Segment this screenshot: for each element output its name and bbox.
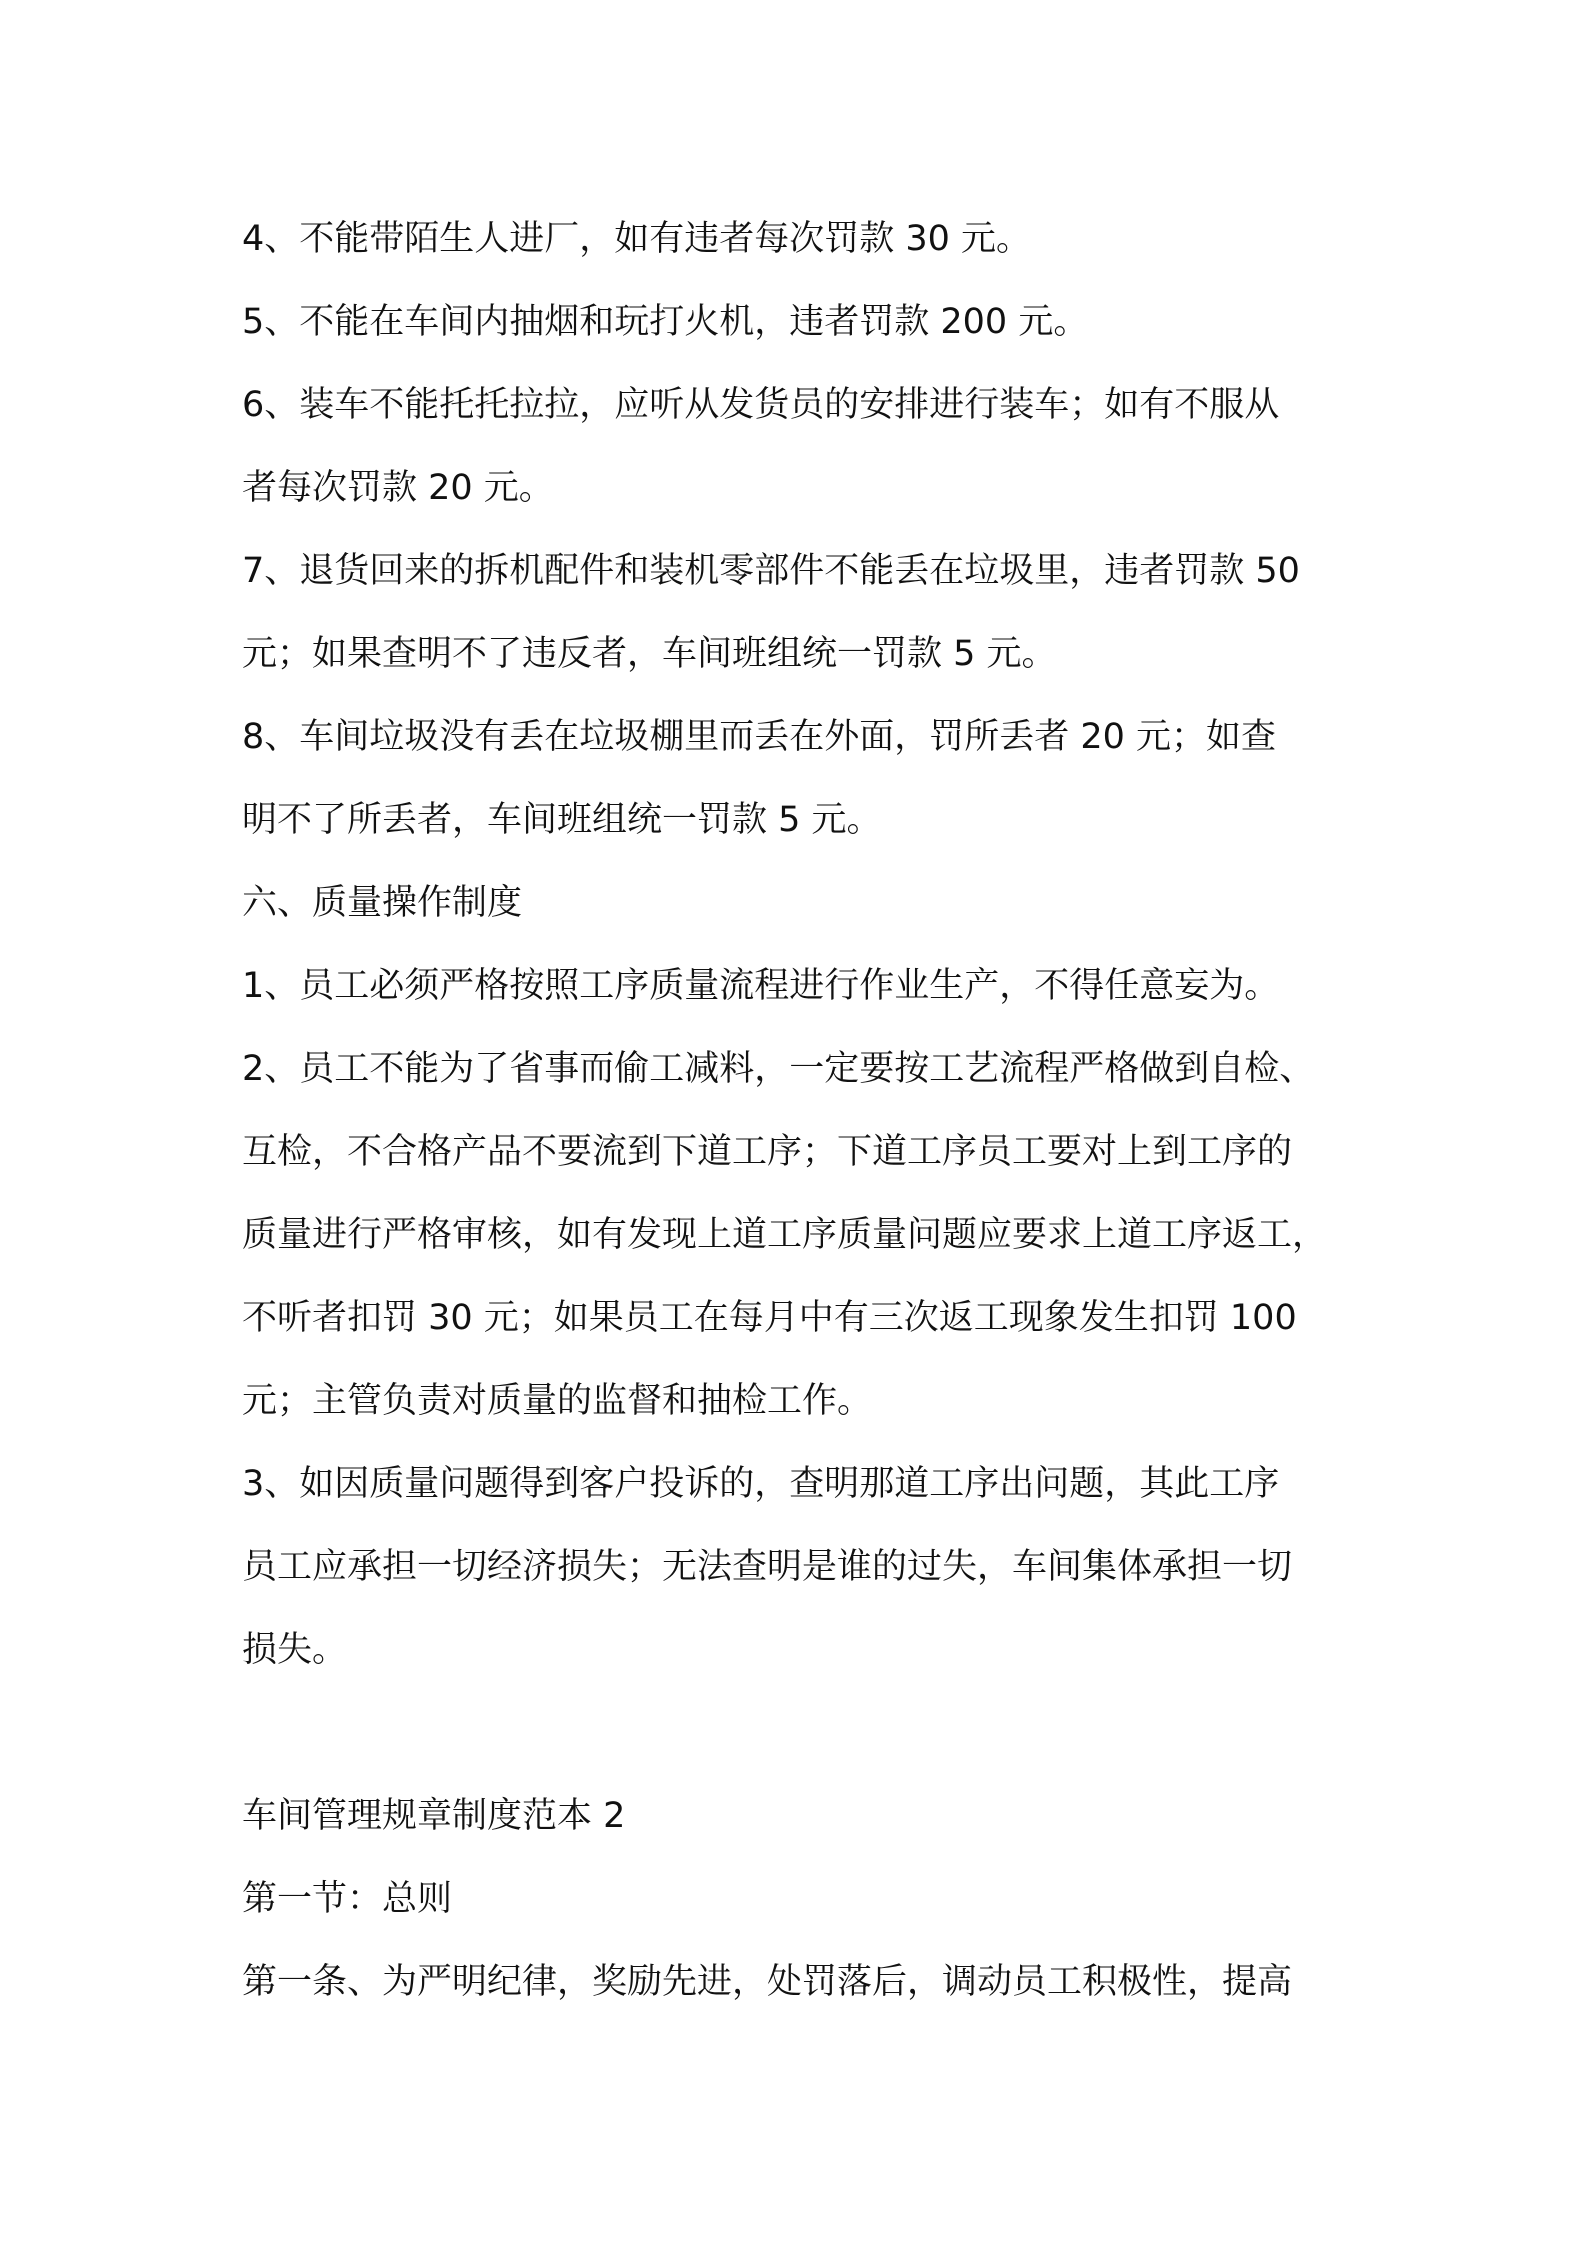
text-line: 损失。 (242, 1630, 348, 1670)
text-line: 5、不能在车间内抽烟和玩打火机，违者罚款 200 元。 (242, 302, 1089, 342)
document-body (242, 198, 1372, 2024)
text-line: 互检，不合格产品不要流到下道工序；下道工序员工要对上到工序的 (242, 1132, 1293, 1172)
section2-title: 车间管理规章制度范本 2 (242, 1796, 626, 1836)
text-line: 元；主管负责对质量的监督和抽检工作。 (242, 1381, 873, 1421)
section-heading: 六、质量操作制度 (242, 883, 523, 923)
text-line: 员工应承担一切经济损失；无法查明是谁的过失，车间集体承担一切 (242, 1547, 1293, 1587)
section-spacer (242, 1692, 1372, 1775)
text-line: 明不了所丢者，车间班组统一罚款 5 元。 (242, 800, 882, 840)
text-line: 8、车间垃圾没有丢在垃圾棚里而丢在外面，罚所丢者 20 元；如查 (242, 717, 1277, 757)
text-line: 3、如因质量问题得到客户投诉的，查明那道工序出问题，其此工序 (242, 1464, 1280, 1504)
text-line: 6、装车不能托托拉拉，应听从发货员的安排进行装车；如有不服从 (242, 385, 1280, 425)
text-line: 4、不能带陌生人进厂，如有违者每次罚款 30 元。 (242, 219, 1032, 259)
text-line: 者每次罚款 20 元。 (242, 468, 554, 508)
text-line: 质量进行严格审核，如有发现上道工序质量问题应要求上道工序返工， (242, 1215, 1328, 1255)
section2-subtitle: 第一节：总则 (242, 1879, 453, 1919)
text-line: 元；如果查明不了违反者，车间班组统一罚款 5 元。 (242, 634, 1057, 674)
text-line: 不听者扣罚 30 元；如果员工在每月中有三次返工现象发生扣罚 100 (242, 1298, 1297, 1338)
text-line: 7、退货回来的拆机配件和装机零部件不能丢在垃圾里，违者罚款 50 (242, 551, 1300, 591)
text-line: 2、员工不能为了省事而偷工减料，一定要按工艺流程严格做到自检、 (242, 1049, 1315, 1089)
text-line: 1、员工必须严格按照工序质量流程进行作业生产，不得任意妄为。 (242, 966, 1280, 1006)
text-line: 第一条、为严明纪律，奖励先进，处罚落后，调动员工积极性，提高 (242, 1962, 1293, 2002)
